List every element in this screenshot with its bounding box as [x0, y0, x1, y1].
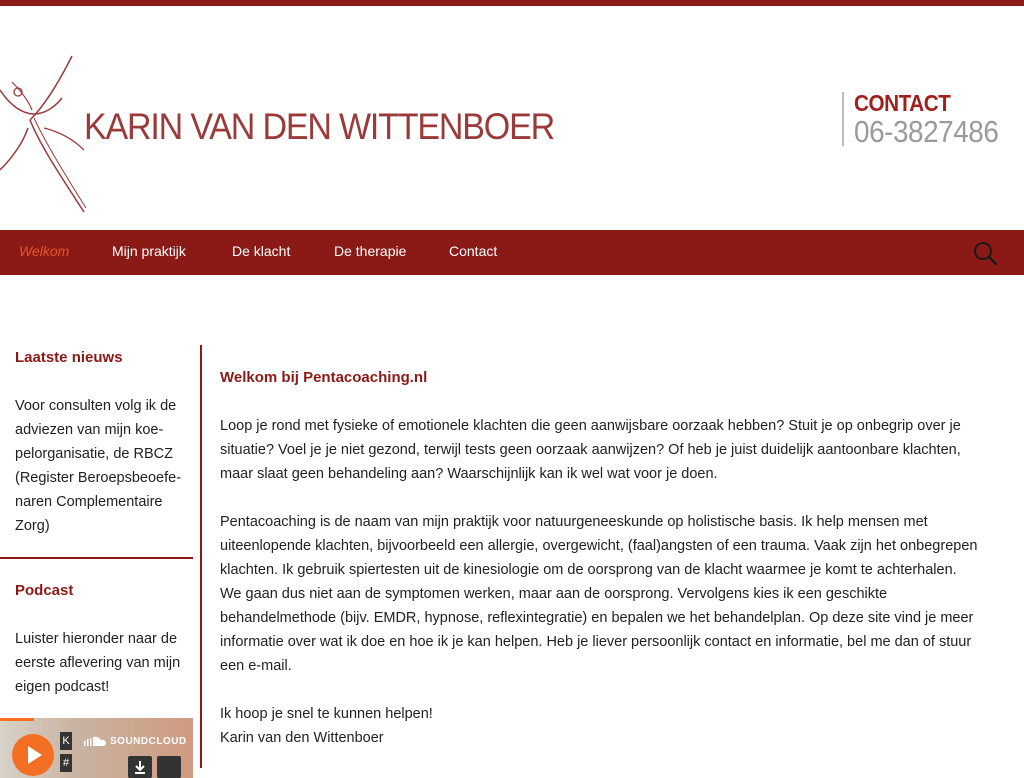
player-progress: [0, 718, 34, 721]
podcast-widget-text: Luister hieronder naar de eerste aflevering van mijn eigen podcast!: [15, 631, 181, 695]
logo-icon[interactable]: [0, 50, 90, 220]
search-icon: [972, 240, 998, 266]
nav-item-contact[interactable]: Contact: [449, 243, 498, 259]
site-header: [0, 6, 1024, 230]
page-title: Welkom bij Pentacoaching.nl: [220, 369, 428, 386]
news-widget-text: Voor consulten volg ik de adviezen van mijn koepelorganisatie, de RBCZ (Register Beroepsbeoefenaren Complementaire Zorg): [15, 398, 182, 534]
contact-block: [842, 90, 1024, 148]
podcast-widget-title: Podcast: [15, 582, 74, 599]
sidebar: [0, 345, 202, 768]
signature-line: Karin van den Wittenboer: [220, 730, 384, 746]
nav-item-mijn-praktijk[interactable]: Mijn praktijk: [112, 243, 186, 259]
search-button[interactable]: [972, 240, 998, 266]
soundcloud-label: SOUNDCLOUD: [110, 736, 187, 747]
soundcloud-logo[interactable]: [84, 736, 187, 747]
track-title-tag[interactable]: K: [60, 732, 72, 750]
brand-name[interactable]: KARIN VAN DEN WITTENBOER: [84, 106, 554, 147]
play-button[interactable]: [12, 734, 54, 776]
closing-line: Ik hoop je snel te kunnen helpen!: [220, 706, 433, 722]
nav-item-welkom[interactable]: Welkom: [19, 243, 70, 259]
soundcloud-player[interactable]: [0, 718, 193, 778]
track-hashtag-tag[interactable]: #: [60, 754, 72, 772]
intro-paragraph: Loop je rond met fysieke of emotionele klachten die geen aanwijsbare oorzaak hebben? Stuit je op onbegrip over je situatie? Voel je je niet gezond, terwijl tests geen oorzaak aanwijzen? Of heb je juist duidelijk aantoonbare klachten, maar slaat geen behandeling aan? Waarschijnlijk kan ik wel wat voor je doen.: [220, 418, 961, 482]
contact-phone[interactable]: 06-3827486: [854, 114, 999, 149]
practice-paragraph: Pentacoaching is de naam van mijn praktijk voor natuurgeneeskunde op holistische basis. Ik help mensen met uiteenlopende klachten, bijvoorbeeld een allergie, overgewicht, (faal)angsten of een trauma. Vaak zijn het onbegrepen klachten. Ik gebruik spiertesten uit de kinesiologie om de oorsprong van de klacht waarmee je komt te achterhalen. We gaan dus niet aan de symptomen werken, maar aan de oorsprong. Vervolgens kies ik een geschikte behandelmethode (bijv. EMDR, hypnose, reflexintegratie) en bepalen we het behandelplan. Op deze site vind je meer informatie over wat ik doe en hoe ik je kan helpen. Heb je liever persoonlijk contact en informatie, bel me dan of stuur een e-mail.: [220, 514, 978, 674]
contact-label: CONTACT: [854, 90, 951, 116]
nav-item-de-therapie[interactable]: De therapie: [334, 243, 407, 259]
share-button[interactable]: [157, 756, 181, 778]
contact-divider: [842, 92, 844, 146]
news-widget-title: Laatste nieuws: [15, 349, 123, 366]
nav-item-de-klacht[interactable]: De klacht: [232, 243, 291, 259]
play-icon: [28, 746, 42, 764]
soundcloud-icon: [84, 736, 106, 746]
download-icon: [128, 756, 152, 778]
widget-divider: [0, 557, 193, 559]
main-nav: [0, 230, 1024, 275]
download-button[interactable]: [128, 756, 152, 778]
